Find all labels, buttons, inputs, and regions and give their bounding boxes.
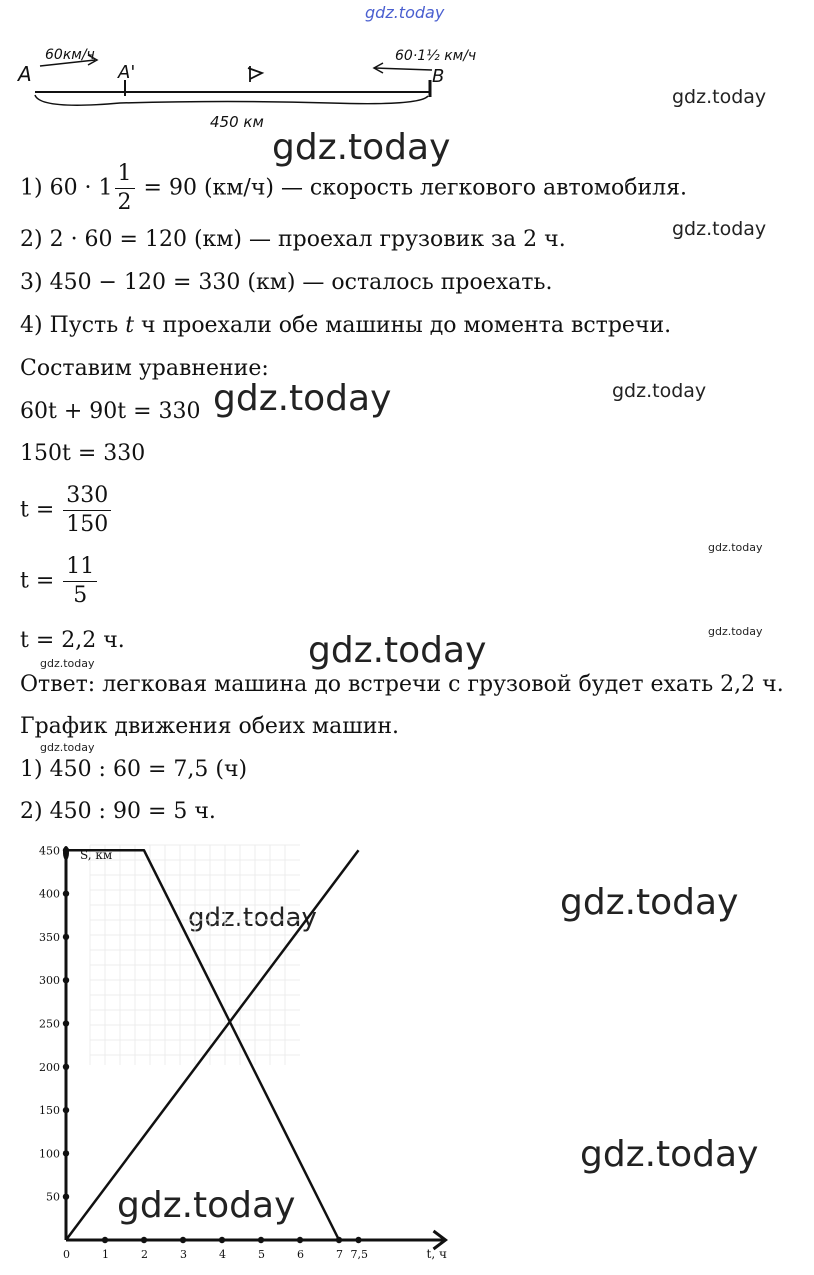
y-tick-dot [63, 890, 69, 896]
x-tick-dot [355, 1237, 361, 1243]
y-tick-dot [63, 1194, 69, 1200]
y-tick-dot [63, 977, 69, 983]
x-tick-label: 2 [141, 1248, 148, 1261]
y-tick-dot [63, 1150, 69, 1156]
fraction-denominator: 150 [66, 512, 109, 537]
series-line-2 [66, 850, 359, 1240]
equation-heading: Составим уравнение: [20, 356, 269, 381]
watermark: gdz.today [308, 630, 487, 671]
y-tick-dot [63, 1107, 69, 1113]
x-tick-label: 7,5 [350, 1248, 368, 1261]
y-tick-dot [63, 1020, 69, 1026]
x-tick-dot [297, 1237, 303, 1243]
watermark: gdz.today [612, 380, 707, 402]
x-tick-label: 7 [336, 1248, 343, 1261]
fraction-numerator: 1 [115, 160, 135, 189]
watermark: gdz.today [708, 625, 763, 638]
step-4-prefix: 4) Пусть [20, 313, 119, 338]
y-tick-label: 50 [46, 1190, 60, 1204]
step-1-prefix: 1) 60 · 1 [20, 175, 113, 201]
watermark: gdz.today [272, 127, 451, 168]
x-tick-dot [258, 1237, 264, 1243]
fraction-numerator: 11 [63, 553, 97, 582]
watermark-top: gdz.today [365, 3, 445, 22]
graph-step-1: 1) 450 : 60 = 7,5 (ч) [20, 757, 248, 782]
x-axis-label: t, ч [426, 1247, 447, 1261]
fraction [115, 160, 135, 217]
equation-4 [20, 553, 99, 610]
x-tick-label: 5 [258, 1248, 265, 1261]
sketch-left-speed: 60км/ч [45, 47, 95, 63]
watermark: gdz.today [580, 1134, 759, 1175]
step-3: 3) 450 − 120 = 330 (км) — осталось проехать. [20, 270, 553, 295]
watermark: gdz.today [213, 378, 392, 419]
x-tick-dot [102, 1237, 108, 1243]
x-tick-label: 6 [297, 1248, 304, 1261]
step-1-suffix: = 90 (км/ч) — скорость легкового автомобиля. [143, 175, 687, 201]
equation-3-lhs: t = [20, 497, 55, 523]
x-tick-label: 0 [63, 1248, 70, 1261]
x-tick-dot [180, 1237, 186, 1243]
watermark: gdz.today [40, 741, 95, 754]
y-tick-label: 100 [39, 1147, 60, 1161]
fraction-denominator: 2 [117, 190, 132, 215]
x-tick-label: 3 [180, 1248, 187, 1261]
motion-graph [0, 835, 480, 1265]
x-tick-dot [141, 1237, 147, 1243]
y-tick-dot [63, 934, 69, 940]
variable-t: t [125, 313, 135, 338]
step-4-suffix: ч проехали обе машины до момента встречи. [141, 313, 672, 338]
graph-step-2: 2) 450 : 90 = 5 ч. [20, 799, 216, 824]
fraction-denominator: 5 [73, 583, 88, 608]
watermark: gdz.today [117, 1185, 296, 1226]
y-tick-label: 300 [39, 974, 60, 988]
fraction [63, 553, 97, 610]
watermark: gdz.today [672, 218, 767, 240]
watermark: gdz.today [560, 882, 739, 923]
y-tick-label: 450 [39, 844, 60, 858]
watermark: gdz.today [672, 86, 767, 108]
watermark: gdz.today [708, 541, 763, 554]
y-tick-label: 250 [39, 1017, 60, 1031]
graph-heading: График движения обеих машин. [20, 714, 400, 739]
y-tick-label: 400 [39, 887, 60, 901]
equation-4-lhs: t = [20, 568, 55, 594]
sketch-point-b: B [432, 66, 445, 87]
equation-3 [20, 482, 113, 539]
y-tick-label: 350 [39, 930, 60, 944]
answer: Ответ: легковая машина до встречи с грузовой будет ехать 2,2 ч. [20, 672, 784, 697]
sketch-right-speed: 60·1½ км/ч [395, 48, 477, 64]
equation-5: t = 2,2 ч. [20, 628, 125, 653]
equation-2: 150t = 330 [20, 441, 146, 466]
x-tick-dot [219, 1237, 225, 1243]
sketch-point-a1: A' [118, 62, 136, 83]
step-1 [20, 160, 687, 217]
fraction [63, 482, 111, 539]
y-tick-dot [63, 1064, 69, 1070]
step-4 [20, 313, 671, 339]
watermark: gdz.today [188, 903, 317, 933]
sketch-point-a: A [18, 62, 32, 86]
y-tick-label: 150 [39, 1104, 60, 1118]
equation-1: 60t + 90t = 330 [20, 399, 201, 424]
x-tick-label: 1 [102, 1248, 109, 1261]
step-2: 2) 2 · 60 = 120 (км) — проехал грузовик за 2 ч. [20, 227, 566, 252]
fraction-numerator: 330 [63, 482, 111, 511]
y-axis-label: S, км [80, 848, 113, 862]
x-tick-label: 4 [219, 1248, 226, 1261]
watermark: gdz.today [40, 657, 95, 670]
y-tick-label: 200 [39, 1060, 60, 1074]
series-line-1 [66, 850, 339, 1240]
sketch-distance: 450 км [210, 113, 264, 131]
